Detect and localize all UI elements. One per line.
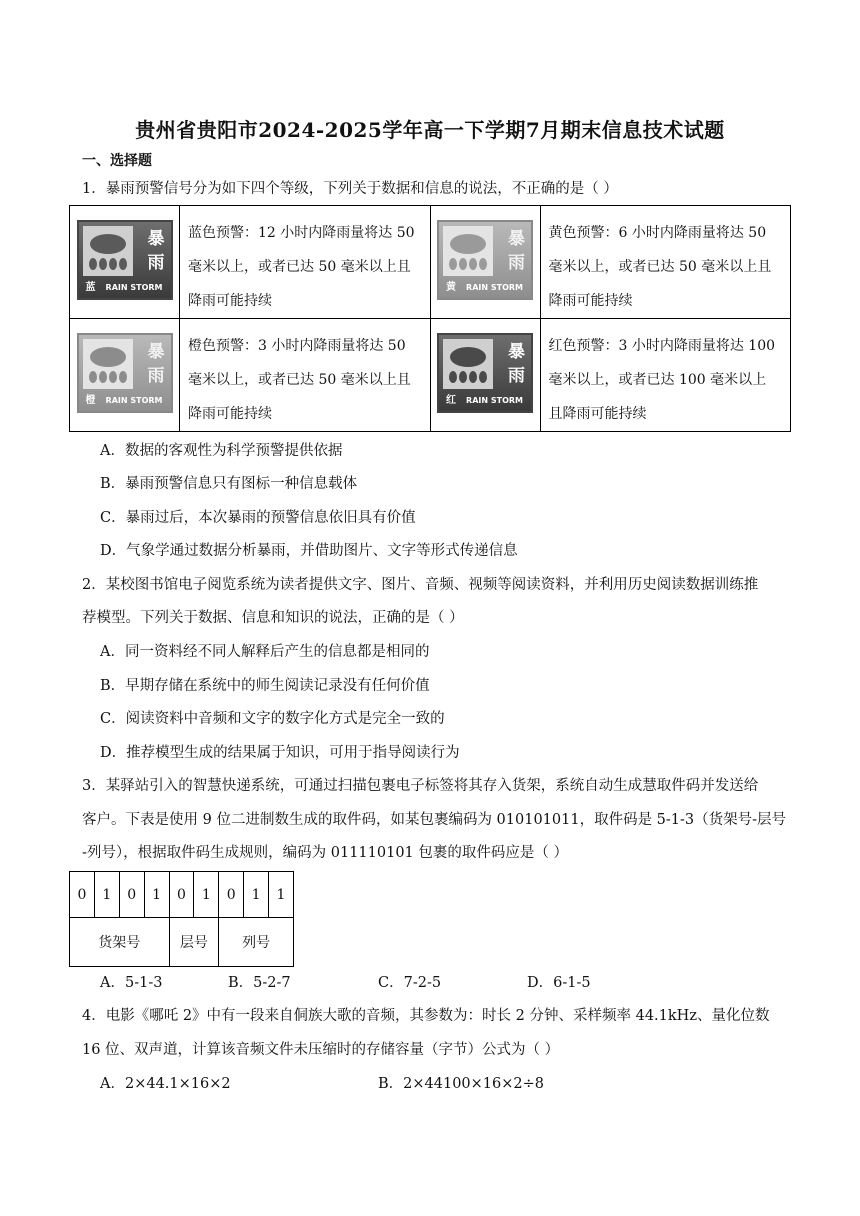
- icon-banner-text: RAIN STORM: [105, 396, 163, 405]
- q1-option-b[interactable]: B．暴雨预警信息只有图标一种信息载体: [100, 476, 358, 492]
- cloud-rain-icon: [443, 226, 493, 276]
- q4-option-b[interactable]: B．2×44100×16×2÷8: [378, 1076, 545, 1092]
- icon-char-top: 暴: [147, 229, 165, 249]
- warning-line: 毫米以上，或者已达 100 毫米以上: [548, 372, 767, 388]
- icon-banner-text: RAIN STORM: [466, 396, 523, 405]
- icon-char-top: 暴: [508, 229, 525, 249]
- icon-char-bottom: 雨: [147, 253, 165, 273]
- q3-stem-line3: -列号），根据取件码生成规则，编码为 011110101 包裹的取件码应是（ ）: [82, 845, 569, 861]
- bit-cell: 0: [219, 872, 244, 918]
- icon-level: 橙: [85, 395, 96, 406]
- icon-level: 蓝: [85, 282, 96, 293]
- q4-option-a[interactable]: A．2×44.1×16×2: [100, 1076, 231, 1092]
- q1-option-d[interactable]: D．气象学通过数据分析暴雨，并借助图片、文字等形式传递信息: [100, 543, 518, 559]
- bit-cell: 1: [94, 872, 119, 918]
- q2-option-d[interactable]: D．推荐模型生成的结果属于知识，可用于指导阅读行为: [100, 745, 460, 761]
- bit-cell: 0: [70, 872, 95, 918]
- q3-stem-line2: 客户。下表是使用 9 位二进制数生成的取件码，如某包裹编码为 010101011，取件码是 5-1-3（货架号-层号: [82, 812, 787, 828]
- icon-char-bottom: 雨: [147, 366, 165, 386]
- q3-option-a[interactable]: A．5-1-3: [100, 975, 163, 991]
- q2-option-b[interactable]: B．早期存储在系统中的师生阅读记录没有任何价值: [100, 678, 430, 694]
- binary-code-table: [69, 871, 294, 967]
- q2-option-c[interactable]: C．阅读资料中音频和文字的数字化方式是完全一致的: [100, 711, 445, 727]
- icon-char-top: 暴: [508, 342, 525, 362]
- icon-banner: [443, 393, 527, 408]
- icon-banner: [83, 280, 167, 295]
- warning-line: 毫米以上，或者已达 50 毫米以上且: [548, 259, 772, 275]
- cloud-rain-icon: [443, 339, 493, 389]
- icon-level: 黄: [446, 282, 456, 293]
- icon-banner-text: RAIN STORM: [105, 283, 163, 292]
- cloud-rain-icon: [83, 339, 133, 389]
- warning-text-orange: [180, 319, 431, 432]
- group-shelf: 货架号: [70, 918, 170, 967]
- q3-option-d[interactable]: D．6-1-5: [527, 975, 591, 991]
- icon-char-top: 暴: [147, 342, 165, 362]
- q1-stem: 1．暴雨预警信号分为如下四个等级，下列关于数据和信息的说法，不正确的是（ ）: [82, 181, 618, 197]
- group-column: 列号: [219, 918, 294, 967]
- rainstorm-yellow-icon: [437, 220, 533, 300]
- warning-icon-cell: [70, 206, 180, 319]
- q3-option-b[interactable]: B．5-2-7: [228, 975, 291, 991]
- bit-cell: 0: [169, 872, 194, 918]
- rainstorm-red-icon: [437, 333, 533, 413]
- rainstorm-blue-icon: [77, 220, 173, 300]
- icon-char-bottom: 雨: [508, 366, 525, 386]
- group-layer: 层号: [169, 918, 219, 967]
- q1-option-a[interactable]: A．数据的客观性为科学预警提供依据: [100, 443, 343, 459]
- cloud-rain-icon: [83, 226, 133, 276]
- q1-option-c[interactable]: C．暴雨过后，本次暴雨的预警信息依旧具有价值: [100, 510, 416, 526]
- warning-line: 毫米以上，或者已达 50 毫米以上且: [188, 372, 411, 388]
- warning-line: 红色预警：3 小时内降雨量将达 100: [548, 338, 776, 354]
- warning-line: 且降雨可能持续: [548, 406, 647, 422]
- bit-cell: 1: [244, 872, 269, 918]
- q4-stem-line2: 16 位、双声道，计算该音频文件未压缩时的存储容量（字节）公式为（ ）: [82, 1042, 560, 1058]
- icon-level: 红: [446, 395, 456, 406]
- section-heading: 一、选择题: [82, 153, 152, 169]
- icon-banner-text: RAIN STORM: [466, 283, 523, 292]
- warning-line: 橙色预警：3 小时内降雨量将达 50: [188, 338, 406, 354]
- warning-line: 降雨可能持续: [188, 293, 272, 309]
- warning-icon-cell: [430, 206, 540, 319]
- icon-banner: [443, 280, 527, 295]
- q2-stem-line1: 2．某校图书馆电子阅览系统为读者提供文字、图片、音频、视频等阅读资料，并利用历史阅读数据训练推: [82, 577, 759, 593]
- warning-text-yellow: [540, 206, 791, 319]
- warning-icon-cell: [70, 319, 180, 432]
- warning-line: 降雨可能持续: [548, 293, 633, 309]
- q2-option-a[interactable]: A．同一资料经不同人解释后产生的信息都是相同的: [100, 644, 430, 660]
- bit-cell: 1: [194, 872, 219, 918]
- bit-cell: 1: [269, 872, 294, 918]
- q3-option-c[interactable]: C．7-2-5: [378, 975, 442, 991]
- rainstorm-orange-icon: [77, 333, 173, 413]
- bit-cell: 0: [119, 872, 144, 918]
- warning-table: [69, 205, 791, 432]
- page-title: 贵州省贵阳市2024-2025学年高一下学期7月期末信息技术试题: [135, 118, 725, 142]
- q2-stem-line2: 荐模型。下列关于数据、信息和知识的说法，正确的是（ ）: [82, 610, 464, 626]
- icon-char-bottom: 雨: [508, 253, 525, 273]
- warning-text-red: [540, 319, 791, 432]
- q3-stem-line1: 3．某驿站引入的智慧快递系统，可通过扫描包裹电子标签将其存入货架，系统自动生成慧取件码并发送给: [82, 778, 759, 794]
- icon-banner: [83, 393, 167, 408]
- warning-line: 黄色预警：6 小时内降雨量将达 50: [548, 225, 767, 241]
- warning-icon-cell: [430, 319, 540, 432]
- warning-line: 蓝色预警：12 小时内降雨量将达 50: [188, 225, 415, 241]
- warning-line: 毫米以上，或者已达 50 毫米以上且: [188, 259, 411, 275]
- warning-line: 降雨可能持续: [188, 406, 272, 422]
- q4-stem-line1: 4．电影《哪吒 2》中有一段来自侗族大歌的音频，其参数为：时长 2 分钟、采样频率 44.1kHz、量化位数: [82, 1008, 770, 1024]
- warning-text-blue: [180, 206, 431, 319]
- bit-cell: 1: [144, 872, 169, 918]
